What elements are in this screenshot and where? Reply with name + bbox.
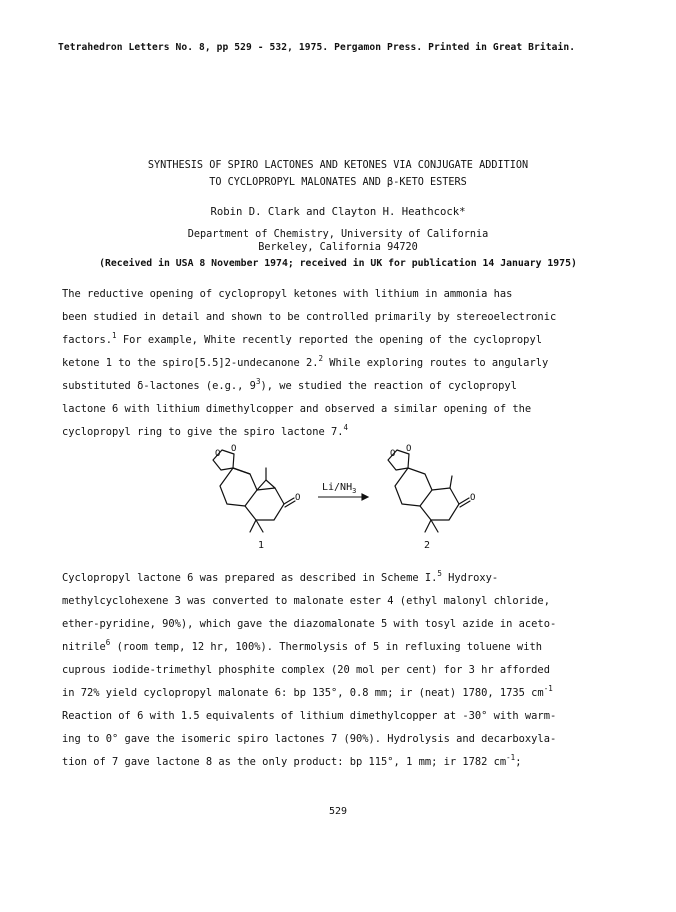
paragraph-synthesis [62, 567, 622, 774]
svg-text:O: O [390, 449, 396, 459]
gem-dimethyl-left [250, 520, 263, 532]
text-line: methylcyclohexene 3 was converted to malonate ester 4 (ethyl malonyl chloride, [62, 595, 550, 607]
text-line: been studied in detail and shown to be controlled primarily by stereoelectronic [62, 311, 557, 323]
text-run: Cyclopropyl lactone 6 was prepared as described in Scheme I. [62, 572, 438, 584]
methyl-bond-right [450, 476, 452, 488]
text-line [62, 329, 622, 352]
text-line [62, 636, 622, 659]
footnote-ref: 5 [437, 569, 442, 578]
footnote-ref: 2 [318, 354, 323, 363]
gem-dimethyl-right [425, 520, 438, 532]
text-line [62, 751, 622, 774]
text-run: While exploring routes to angularly [323, 357, 549, 369]
page-number: 529 [328, 806, 348, 817]
text-run: nitrile [62, 641, 106, 653]
text-line: Reaction of 6 with 1.5 equivalents of lithium dimethylcopper at -30° with warm- [62, 710, 557, 722]
authors: Robin D. Clark and Clayton H. Heathcock* [210, 206, 466, 218]
cyclohexanone-ring-left [245, 488, 284, 520]
footnote-ref: 6 [105, 638, 111, 647]
text-line [62, 567, 622, 590]
text-run: Hydroxy- [441, 572, 499, 584]
journal-header: Tetrahedron Letters No. 8, pp 529 - 532, 1975. Pergamon Press. Printed in Great Britain. [58, 42, 576, 53]
superscript: -1 [543, 684, 553, 693]
reaction-scheme [200, 440, 500, 558]
text-run: factors. [62, 334, 113, 346]
text-run: ketone 1 to the spiro[5.5]2-undecanone 2. [62, 357, 319, 369]
article-title-line-2: TO CYCLOPROPYL MALONATES AND β-KETO ESTERS [209, 177, 467, 188]
text-run: tion of 7 gave lactone 8 as the only product: bp 115°, 1 mm; ir 1782 cm [62, 756, 507, 768]
footnote-ref: 3 [255, 377, 261, 386]
text-run: (room temp, 12 hr, 100%). Thermolysis of 5 in refluxing toluene with [110, 641, 542, 653]
text-run: substituted δ-lactones (e.g., 9 [62, 380, 256, 392]
text-line: The reductive opening of cyclopropyl ketones with lithium in ammonia has [62, 288, 513, 300]
text-run: in 72% yield cyclopropyl malonate 6: bp 135°, 0.8 mm; ir (neat) 1780, 1735 cm [62, 687, 544, 699]
text-line: ether-pyridine, 90%), which gave the diazomalonate 5 with tosyl azide in aceto- [62, 618, 557, 630]
footnote-ref: 1 [112, 331, 117, 340]
reagent-text: Li/NH [322, 482, 353, 493]
compound-label-left: 1 [258, 540, 265, 551]
reagent-label [322, 482, 356, 495]
bond [233, 468, 250, 474]
article-title-line-1: SYNTHESIS OF SPIRO LACTONES AND KETONES VIA CONJUGATE ADDITION [147, 160, 529, 171]
text-line [62, 375, 622, 398]
scheme-structures [200, 440, 500, 558]
cyclohexane-ring-left-a [220, 468, 257, 506]
superscript: -1 [506, 753, 516, 762]
text-line: lactone 6 with lithium dimethylcopper and observed a similar opening of the [62, 403, 532, 415]
svg-text:O: O [406, 444, 412, 454]
paragraph-intro [62, 283, 622, 444]
text-run: ; [515, 756, 522, 768]
reagent-subscript: 3 [352, 487, 357, 495]
text-line: cuprous iodide-trimethyl phosphite complex (20 mol per cent) for 3 hr afforded [62, 664, 550, 676]
arrow-head [362, 494, 368, 500]
text-run: cyclopropyl ring to give the spiro lactone 7. [62, 426, 344, 438]
affiliation-line-1: Department of Chemistry, University of California [187, 229, 489, 240]
svg-text:O: O [295, 493, 301, 503]
svg-text:O: O [231, 444, 237, 454]
received-dates: (Received in USA 8 November 1974; received in UK for publication 14 January 1975) [99, 258, 577, 269]
svg-text:O: O [215, 449, 221, 459]
text-line: ing to 0° gave the isomeric spiro lactones 7 (90%). Hydrolysis and decarboxyla- [62, 733, 557, 745]
affiliation-line-2: Berkeley, California 94720 [258, 242, 418, 253]
text-run: For example, White recently reported the opening of the cyclopropyl [116, 334, 542, 346]
compound-label-right: 2 [424, 540, 431, 551]
cyclohexane-ring-right-a [395, 468, 432, 506]
text-run: ), we studied the reaction of cyclopropyl [260, 380, 517, 392]
footnote-ref: 4 [343, 423, 349, 432]
text-line [62, 682, 622, 705]
text-line [62, 352, 622, 375]
svg-text:O: O [470, 493, 476, 503]
cyclohexanone-ring-right [420, 488, 459, 520]
